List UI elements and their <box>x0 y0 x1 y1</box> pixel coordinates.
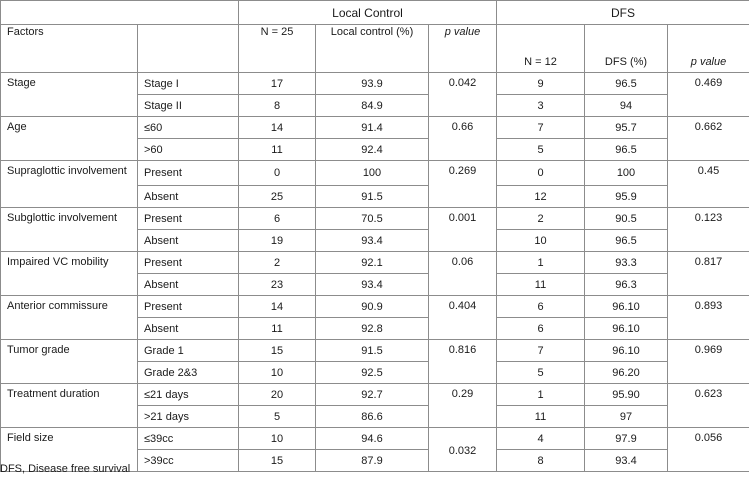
subgroup-label: Absent <box>138 318 239 340</box>
n-dfs-value: 12 <box>497 186 585 208</box>
n-local-value: 5 <box>239 406 316 428</box>
table-row <box>1 384 749 406</box>
dfs-value: 96.5 <box>585 73 668 95</box>
table-body <box>1 73 749 472</box>
n-dfs-value: 4 <box>497 428 585 450</box>
n-local-value: 19 <box>239 230 316 252</box>
local-control-value: 91.4 <box>316 117 429 139</box>
p-value-local: 0.29 <box>429 384 497 428</box>
table-row <box>1 117 749 139</box>
subgroup-label: Stage I <box>138 73 239 95</box>
n-local-value: 0 <box>239 161 316 186</box>
subgroup-label: Stage II <box>138 95 239 117</box>
local-control-value: 94.6 <box>316 428 429 450</box>
p-value-dfs: 0.817 <box>668 252 749 296</box>
n-local-value: 6 <box>239 208 316 230</box>
local-control-value: 92.5 <box>316 362 429 384</box>
table-row <box>1 252 749 274</box>
dfs-value: 96.10 <box>585 296 668 318</box>
n-dfs-value: 2 <box>497 208 585 230</box>
p-value-local: 0.042 <box>429 73 497 117</box>
subgroup-label: ≤39cc <box>138 428 239 450</box>
n-dfs-value: 10 <box>497 230 585 252</box>
n-local-value: 2 <box>239 252 316 274</box>
table-row <box>1 73 749 95</box>
n-dfs-value: 5 <box>497 362 585 384</box>
subgroup-label: Present <box>138 161 239 186</box>
dfs-value: 97 <box>585 406 668 428</box>
dfs-value: 96.5 <box>585 139 668 161</box>
dfs-value: 90.5 <box>585 208 668 230</box>
dfs-value: 97.9 <box>585 428 668 450</box>
subgroup-label: Absent <box>138 186 239 208</box>
subgroup-label: Grade 2&3 <box>138 362 239 384</box>
n-local-value: 15 <box>239 340 316 362</box>
local-control-value: 86.6 <box>316 406 429 428</box>
p-value-local: 0.001 <box>429 208 497 252</box>
local-control-value: 92.7 <box>316 384 429 406</box>
subgroup-label: Grade 1 <box>138 340 239 362</box>
subgroup-label: ≤60 <box>138 117 239 139</box>
p-value-dfs: 0.969 <box>668 340 749 384</box>
local-control-value: 87.9 <box>316 450 429 472</box>
dfs-value: 93.3 <box>585 252 668 274</box>
n-local-value: 8 <box>239 95 316 117</box>
dfs-value: 95.7 <box>585 117 668 139</box>
n-dfs-value: 5 <box>497 139 585 161</box>
n-local-value: 10 <box>239 428 316 450</box>
n-dfs-value: 6 <box>497 318 585 340</box>
p-value-local: 0.06 <box>429 252 497 296</box>
table-row <box>1 428 749 450</box>
local-control-value: 90.9 <box>316 296 429 318</box>
n-dfs-value: 0 <box>497 161 585 186</box>
dfs-value: 93.4 <box>585 450 668 472</box>
subgroup-label: Present <box>138 296 239 318</box>
local-control-value: 100 <box>316 161 429 186</box>
table-row <box>1 340 749 362</box>
local-control-value: 93.9 <box>316 73 429 95</box>
n-dfs-value: 7 <box>497 340 585 362</box>
n-local-value: 11 <box>239 318 316 340</box>
n-dfs-value: 11 <box>497 406 585 428</box>
group-header-row <box>1 1 749 25</box>
n-dfs-value: 8 <box>497 450 585 472</box>
factor-label: Subglottic involvement <box>1 208 138 252</box>
table-row <box>1 208 749 230</box>
p-value-dfs: 0.893 <box>668 296 749 340</box>
n-local-value: 10 <box>239 362 316 384</box>
factor-label: Treatment duration <box>1 384 138 428</box>
dfs-value: 96.10 <box>585 318 668 340</box>
dfs-value: 96.20 <box>585 362 668 384</box>
n-local-value: 11 <box>239 139 316 161</box>
dfs-value: 95.9 <box>585 186 668 208</box>
subgroup-label: ≤21 days <box>138 384 239 406</box>
factors-header: Factors <box>1 25 138 73</box>
p-value-dfs: 0.45 <box>668 161 749 208</box>
local-control-value: 92.1 <box>316 252 429 274</box>
local-control-value: 70.5 <box>316 208 429 230</box>
n-local-value: 25 <box>239 186 316 208</box>
n-dfs-value: 1 <box>497 252 585 274</box>
p-value-local: 0.66 <box>429 117 497 161</box>
footnote: DFS, Disease free survival <box>0 463 131 475</box>
factor-label: Field size <box>1 428 138 472</box>
n-local-value: 23 <box>239 274 316 296</box>
local-control-pct-header: Local control (%) <box>316 25 429 73</box>
factor-label: Age <box>1 117 138 161</box>
p-value-local: 0.269 <box>429 161 497 208</box>
p-value-dfs: 0.469 <box>668 73 749 117</box>
dfs-value: 96.5 <box>585 230 668 252</box>
factor-label: Anterior commissure <box>1 296 138 340</box>
empty-header-cell <box>1 1 239 25</box>
subgroup-label: Absent <box>138 274 239 296</box>
table-row <box>1 161 749 186</box>
dfs-value: 100 <box>585 161 668 186</box>
n-dfs-value: 6 <box>497 296 585 318</box>
n-local-value: 17 <box>239 73 316 95</box>
p-value-dfs: 0.123 <box>668 208 749 252</box>
factor-label: Stage <box>1 73 138 117</box>
local-control-value: 93.4 <box>316 274 429 296</box>
factor-label: Tumor grade <box>1 340 138 384</box>
dfs-value: 96.3 <box>585 274 668 296</box>
subgroup-label: Absent <box>138 230 239 252</box>
p-value-dfs: 0.056 <box>668 428 749 472</box>
local-control-group-header: Local Control <box>239 1 497 25</box>
n-local-value: 15 <box>239 450 316 472</box>
n-dfs-value: 9 <box>497 73 585 95</box>
n-dfs-value: 11 <box>497 274 585 296</box>
subgroup-label: Present <box>138 252 239 274</box>
local-control-value: 92.8 <box>316 318 429 340</box>
dfs-group-header: DFS <box>497 1 749 25</box>
factor-label: Impaired VC mobility <box>1 252 138 296</box>
subgroup-label: >39cc <box>138 450 239 472</box>
n-local-value: 20 <box>239 384 316 406</box>
p-value-local: 0.032 <box>429 428 497 472</box>
p-value-local: 0.404 <box>429 296 497 340</box>
p-value-dfs: 0.662 <box>668 117 749 161</box>
n-dfs-header: N = 12 <box>497 25 585 73</box>
p-value-dfs: 0.623 <box>668 384 749 428</box>
n-local-value: 14 <box>239 117 316 139</box>
column-header-row <box>1 25 749 73</box>
subgroup-label: >60 <box>138 139 239 161</box>
local-control-value: 92.4 <box>316 139 429 161</box>
local-control-value: 84.9 <box>316 95 429 117</box>
local-control-value: 91.5 <box>316 186 429 208</box>
subgroup-label: >21 days <box>138 406 239 428</box>
dfs-value: 95.90 <box>585 384 668 406</box>
n-dfs-value: 7 <box>497 117 585 139</box>
n-local-value: 14 <box>239 296 316 318</box>
dfs-value: 96.10 <box>585 340 668 362</box>
subgroup-header <box>138 25 239 73</box>
n-dfs-value: 1 <box>497 384 585 406</box>
subgroup-label: Present <box>138 208 239 230</box>
local-control-value: 91.5 <box>316 340 429 362</box>
n-dfs-value: 3 <box>497 95 585 117</box>
dfs-value: 94 <box>585 95 668 117</box>
p-value-local: 0.816 <box>429 340 497 384</box>
n-local-header: N = 25 <box>239 25 316 73</box>
factor-label: Supraglottic involvement <box>1 161 138 208</box>
p-value-dfs-header: p value <box>668 25 749 73</box>
p-value-local-header: p value <box>429 25 497 73</box>
dfs-pct-header: DFS (%) <box>585 25 668 73</box>
table-row <box>1 296 749 318</box>
local-control-value: 93.4 <box>316 230 429 252</box>
